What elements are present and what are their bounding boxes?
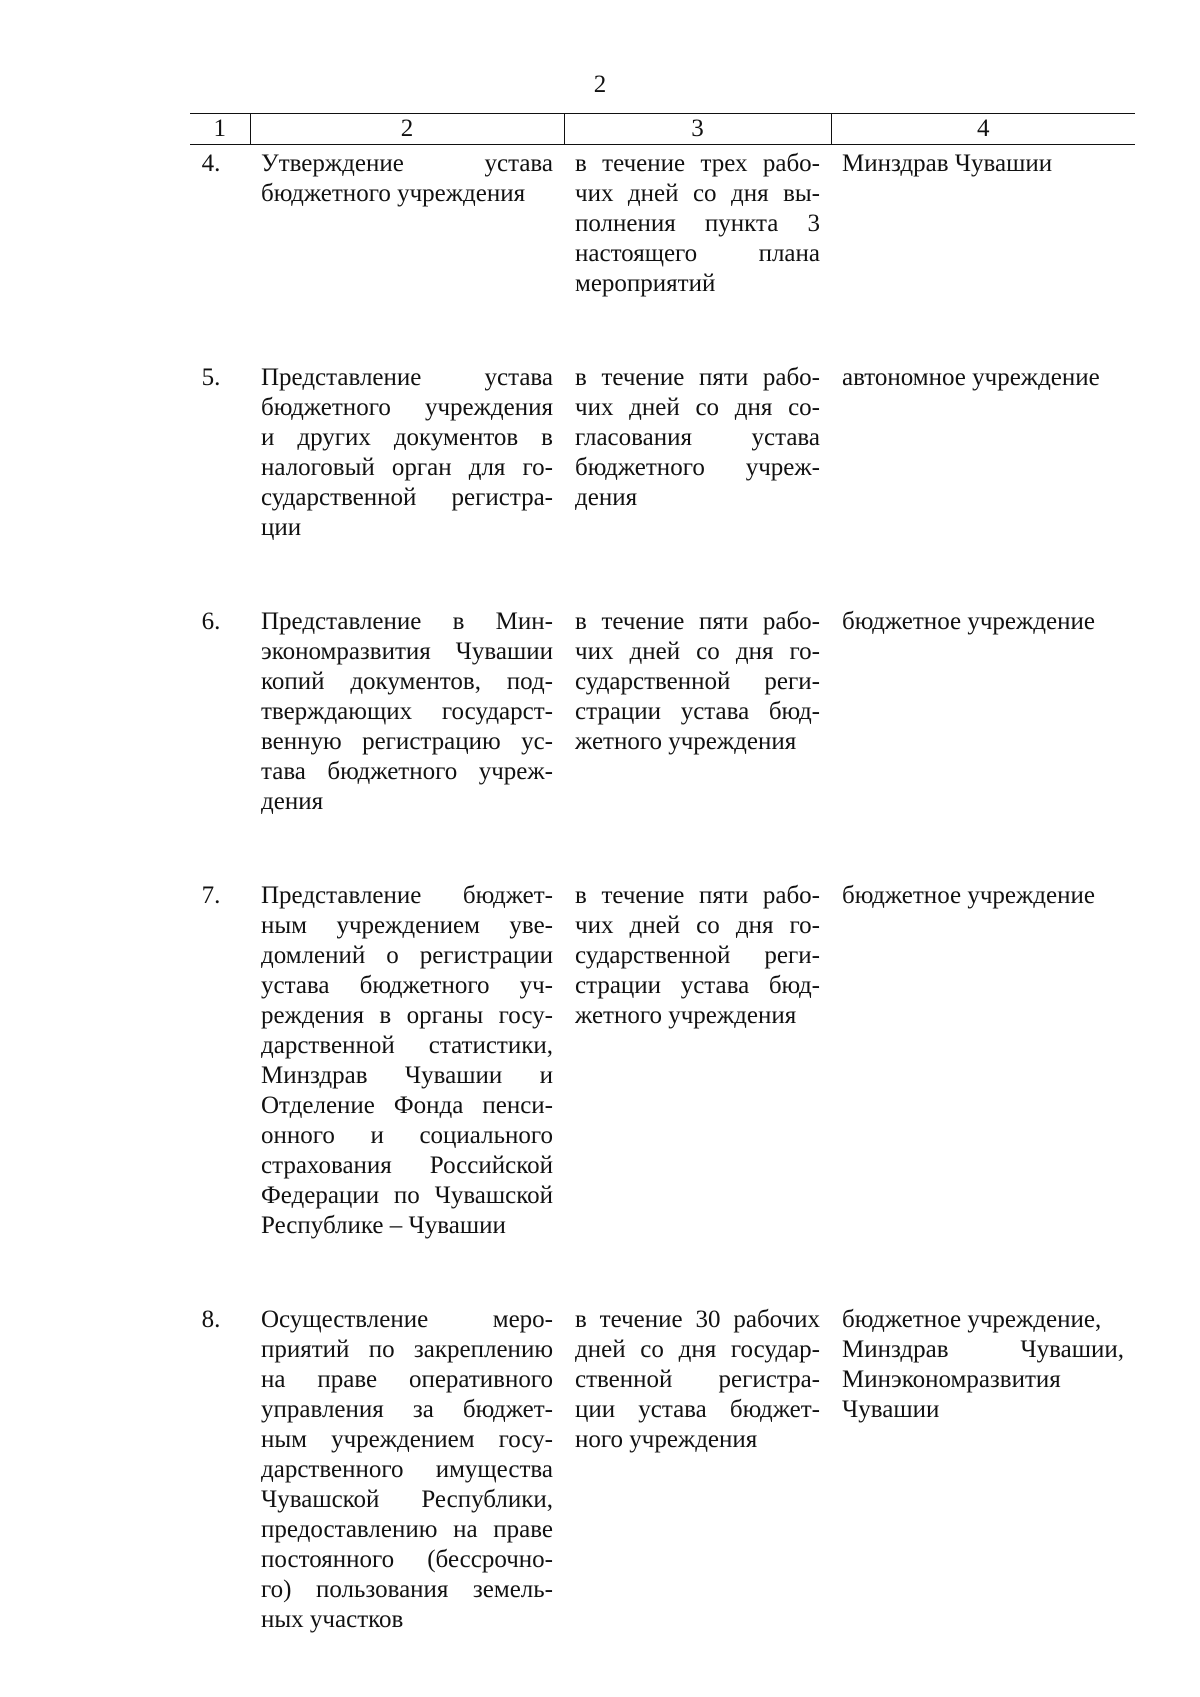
deadline-cell-line: чих дней со дня вы- xyxy=(575,180,820,207)
event-cell xyxy=(250,877,564,1301)
event-cell-line: Федерации по Чувашской xyxy=(261,1182,553,1209)
deadline-cell-line: сударственной реги- xyxy=(575,668,820,695)
event-cell-line: дарственного имущества xyxy=(261,1456,553,1483)
event-cell xyxy=(250,603,564,877)
deadline-cell-line: в течение пяти рабо- xyxy=(575,608,820,635)
responsible-cell-line: Минздрав Чувашии xyxy=(842,150,1053,177)
responsible-cell xyxy=(831,877,1135,1301)
responsible-cell-line: бюджетное учреждение xyxy=(842,882,1095,909)
event-cell-line: ных участков xyxy=(261,1606,404,1633)
event-cell-line: экономразвития Чувашии xyxy=(261,638,553,665)
responsible-cell-line: бюджетное учреждение, xyxy=(842,1306,1102,1333)
deadline-cell-line: в течение пяти рабо- xyxy=(575,882,820,909)
deadline-cell-line: чих дней со дня со- xyxy=(575,394,820,421)
deadline-cell-line: жетного учреждения xyxy=(575,1002,797,1029)
event-cell-line: Представление в Мин- xyxy=(261,608,553,635)
deadline-cell-line: в течение 30 рабочих xyxy=(575,1306,820,1333)
deadline-cell-line: страции устава бюд- xyxy=(575,698,820,725)
table-row xyxy=(190,1301,1135,1695)
event-cell-line: онного и социального xyxy=(261,1122,553,1149)
deadline-cell-line: мероприятий xyxy=(575,270,716,297)
row-number: 6. xyxy=(201,608,221,635)
deadline-cell-line: гласования устава xyxy=(575,424,820,451)
deadline-cell xyxy=(564,877,831,1301)
row-number: 4. xyxy=(201,150,221,177)
deadline-cell-line: полнения пункта 3 xyxy=(575,210,820,237)
deadline-cell xyxy=(564,359,831,603)
event-cell-line: дарственной статистики, xyxy=(261,1032,553,1059)
responsible-cell-line: Чувашии xyxy=(842,1396,940,1423)
event-cell-line: тава бюджетного учреж- xyxy=(261,758,553,785)
event-cell-line: венную регистрацию ус- xyxy=(261,728,553,755)
deadline-cell xyxy=(564,1301,831,1695)
deadline-cell-line: ственной регистра- xyxy=(575,1366,820,1393)
table-header xyxy=(190,114,1135,145)
header-col-1: 1 xyxy=(190,114,250,145)
event-cell-line: ным учреждением госу- xyxy=(261,1426,553,1453)
responsible-cell-line: Минздрав Чувашии, xyxy=(842,1336,1124,1363)
event-cell-line: постоянного (бессрочно- xyxy=(261,1546,553,1573)
event-cell-line: копий документов, под- xyxy=(261,668,553,695)
table-body xyxy=(190,145,1135,1696)
event-cell-line: Отделение Фонда пенси- xyxy=(261,1092,553,1119)
event-cell-line: и других документов в xyxy=(261,424,553,451)
event-cell-line: Представление устава xyxy=(261,364,553,391)
responsible-cell xyxy=(831,1301,1135,1695)
event-cell-line: управления за бюджет- xyxy=(261,1396,553,1423)
table-row xyxy=(190,359,1135,603)
event-cell-line: бюджетного учреждения xyxy=(261,394,553,421)
header-col-3: 3 xyxy=(564,114,831,145)
deadline-cell-line: ного учреждения xyxy=(575,1426,758,1453)
event-cell-line: го) пользования земель- xyxy=(261,1576,553,1603)
responsible-cell xyxy=(831,603,1135,877)
deadline-cell-line: чих дней со дня го- xyxy=(575,638,820,665)
event-cell-line: тверждающих государст- xyxy=(261,698,553,725)
event-cell-line: Осуществление меро- xyxy=(261,1306,553,1333)
responsible-cell xyxy=(831,145,1135,360)
header-col-2: 2 xyxy=(250,114,564,145)
event-cell-line: на праве оперативного xyxy=(261,1366,553,1393)
event-cell xyxy=(250,1301,564,1695)
responsible-cell xyxy=(831,359,1135,603)
page-number: 2 xyxy=(593,71,607,98)
event-cell xyxy=(250,359,564,603)
event-cell-line: страхования Российской xyxy=(261,1152,553,1179)
event-cell xyxy=(250,145,564,360)
event-cell-line: бюджетного учреждения xyxy=(261,180,526,207)
row-number: 5. xyxy=(201,364,221,391)
deadline-cell xyxy=(564,145,831,360)
deadline-cell xyxy=(564,603,831,877)
measures-table xyxy=(190,113,1135,1695)
deadline-cell-line: страции устава бюд- xyxy=(575,972,820,999)
deadline-cell-line: жетного учреждения xyxy=(575,728,797,755)
event-cell-line: Чувашской Республики, xyxy=(261,1486,553,1513)
header-col-4: 4 xyxy=(831,114,1135,145)
event-cell-line: реждения в органы госу- xyxy=(261,1002,553,1029)
table-row xyxy=(190,603,1135,877)
row-number: 7. xyxy=(201,882,221,909)
event-cell-line: Республике – Чувашии xyxy=(261,1212,506,1239)
event-cell-line: ным учреждением уве- xyxy=(261,912,553,939)
event-cell-line: домлений о регистрации xyxy=(261,942,553,969)
deadline-cell-line: бюджетного учреж- xyxy=(575,454,820,481)
deadline-cell-line: в течение пяти рабо- xyxy=(575,364,820,391)
table-row xyxy=(190,145,1135,360)
row-number: 8. xyxy=(201,1306,221,1333)
responsible-cell-line: автономное учреждение xyxy=(842,364,1100,391)
deadline-cell-line: сударственной реги- xyxy=(575,942,820,969)
event-cell-line: приятий по закреплению xyxy=(261,1336,553,1363)
deadline-cell-line: ции устава бюджет- xyxy=(575,1396,820,1423)
event-cell-line: сударственной регистра- xyxy=(261,484,553,511)
responsible-cell-line: Минэкономразвития xyxy=(842,1366,1061,1393)
event-cell-line: устава бюджетного уч- xyxy=(261,972,553,999)
event-cell-line: Представление бюджет- xyxy=(261,882,553,909)
deadline-cell-line: в течение трех рабо- xyxy=(575,150,820,177)
table-row xyxy=(190,877,1135,1301)
event-cell-line: предоставлению на праве xyxy=(261,1516,553,1543)
deadline-cell-line: чих дней со дня го- xyxy=(575,912,820,939)
event-cell-line: ции xyxy=(261,514,302,541)
event-cell-line: Минздрав Чувашии и xyxy=(261,1062,553,1089)
event-cell-line: налоговый орган для го- xyxy=(261,454,553,481)
deadline-cell-line: настоящего плана xyxy=(575,240,820,267)
deadline-cell-line: дения xyxy=(575,484,638,511)
event-cell-line: Утверждение устава xyxy=(261,150,553,177)
event-cell-line: дения xyxy=(261,788,324,815)
responsible-cell-line: бюджетное учреждение xyxy=(842,608,1095,635)
deadline-cell-line: дней со дня государ- xyxy=(575,1336,820,1363)
